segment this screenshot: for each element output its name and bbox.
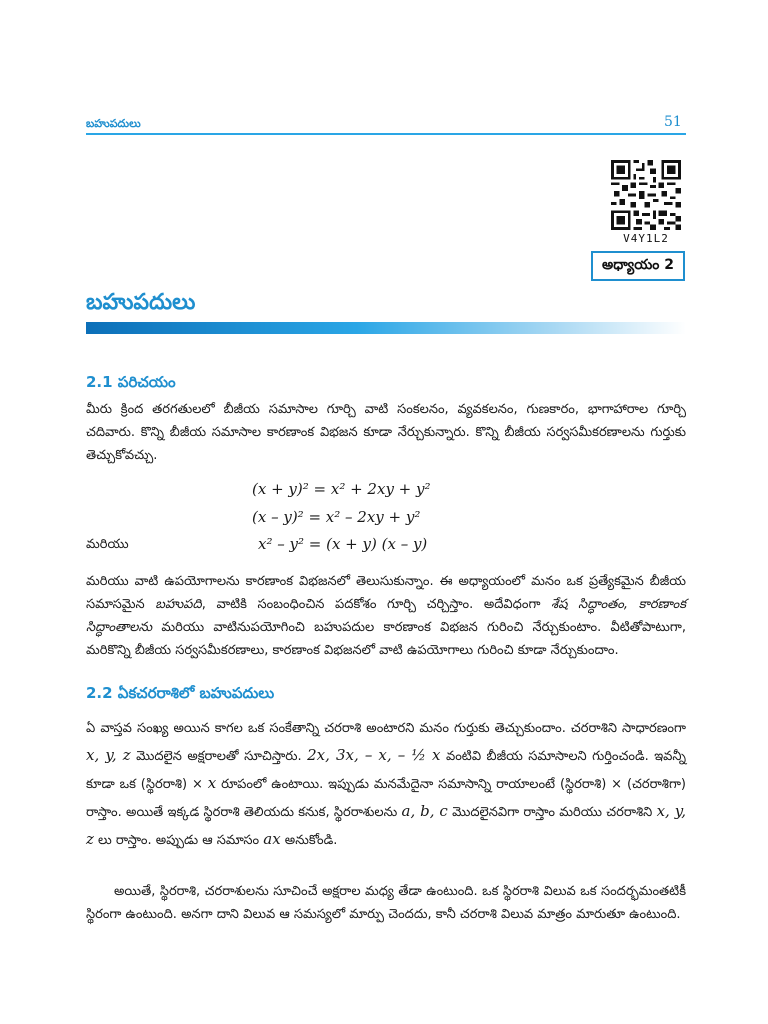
- variables-x: x: [207, 774, 217, 792]
- constants-letters: a, b, c: [401, 802, 448, 820]
- overview-term-polynomial: బహుపది: [155, 597, 202, 612]
- overview-paragraph: [86, 570, 686, 662]
- variables-text-5: మొదలైనవిగా రాస్తాం మరియు చరరాశిని: [447, 805, 657, 820]
- variables-letters: x, y, z: [86, 746, 131, 764]
- header-rule: [86, 133, 686, 135]
- variables-letters-2: x, y, z: [86, 802, 686, 848]
- section-heading-polynomials-one-variable: 2.2 ఏకచరరాశిలో బహుపదులు: [86, 684, 275, 702]
- chapter-label: అధ్యాయం 2: [602, 256, 674, 273]
- identity-square-of-difference: (x – y)² = x² – 2xy + y²: [252, 508, 421, 526]
- constants-vs-variables-paragraph: అయితే, స్థిరరాశి, చరరాశులను సూచించే అక్షరాల మధ్య తేడా ఉంటుంది. ఒక స్థిరరాశి విలువ ఒక సందర్భమంతటికీ స్థిరంగా ఉంటుంది. అనగా దాని విలువ ఆ సమస్యలో మార్పు చెందదు, కానీ చరరాశి విలువ మాత్రం మారుతూ ఉంటుంది.: [86, 884, 686, 922]
- qr-code-icon[interactable]: [611, 160, 681, 230]
- variables-paragraph: [86, 716, 686, 854]
- intro-paragraph: మీరు క్రింద తరగతులలో బీజీయ సమాసాల గూర్చి వాటి సంకలనం, వ్యవకలనం, గుణకారం, భాగాహారాల గూర్చి చదివారు. కొన్ని బీజీయ సమాసాల కారణాంక విభజన కూడా నేర్చుకున్నారు. కొన్ని బీజీయ సర్వసమీకరణాలను గుర్తుకు తెచ్చుకోవచ్చు.: [86, 402, 686, 463]
- overview-text-2: , వాటికి సంబంధించిన పదకోశం గూర్చి చర్చిస్తాం. అదేవిధంగా: [201, 597, 552, 612]
- expression-ax: ax: [263, 830, 281, 848]
- variables-text-6: లు రాస్తాం. అప్పుడు ఆ సమాసం: [93, 833, 264, 848]
- page-number: 51: [664, 114, 682, 130]
- chapter-title: బహుపదులు: [86, 290, 196, 315]
- variables-text-4: రూపంలో ఉంటాయి. ఇప్పుడు మనమేదైనా సమాసాన్ని రాయాలంటే (స్థిరరాశి) × (చరరాశిగా) రాస్తాం. అయితే ఇక్కడ స్థిరరాశి తెలియదు కనుక, స్థిరరాశులను: [86, 777, 686, 820]
- variables-text-2: మొదలైన అక్షరాలతో సూచిస్తారు.: [130, 749, 308, 764]
- chapter-label-box: [591, 251, 685, 281]
- variables-text-7: అనుకోండి.: [280, 833, 338, 848]
- chapter-title-gradient-bar: [86, 322, 686, 334]
- identity-square-of-sum: (x + y)² = x² + 2xy + y²: [252, 480, 431, 498]
- section-heading-introduction: 2.1 పరిచయం: [86, 373, 176, 391]
- running-header-title: బహుపదులు: [86, 117, 141, 130]
- identity-difference-of-squares: x² – y² = (x + y) (x – y): [258, 535, 428, 553]
- and-label: మరియు: [86, 537, 129, 552]
- variables-expressions: 2x, 3x, – x, – ½ x: [307, 746, 441, 764]
- overview-text-3: మరియు వాటినుపయోగించి బహుపదుల కారణాంక విభజన గురించి నేర్చుకుంటాం. వీటితోపాటుగా, మరికొన్ని బీజీయ సర్వసమీకరణాలు, కారణాంక విభజనలో వాటి ఉపయోగాలు గురించి కూడా నేర్చుకుందాం.: [86, 620, 686, 658]
- overview-text-1: మరియు వాటి ఉపయోగాలను కారణాంక విభజనలో తెలుసుకున్నాం. ఈ అధ్యాయంలో మనం ఒక ప్రత్యేకమైన బీజీయ సమాసమైన: [86, 574, 686, 612]
- overview-term-theorems: శేష సిద్ధాంతం, కారణాంక సిద్ధాంతాలను: [86, 597, 686, 635]
- variables-text-1: ఏ వాస్తవ సంఖ్య అయిన కాగల ఒక సంకేతాన్ని చరరాశి అంటారని మనం గుర్తుకు తెచ్చుకుందాం. చరరాశిని సాధారణంగా: [86, 721, 686, 736]
- variables-text-3: వంటివి బీజీయ సమాసాలని గుర్తించండి. ఇవన్నీ కూడా ఒక (స్థిరరాశి) ×: [86, 749, 686, 792]
- qr-code-label: V4Y1L2: [623, 232, 669, 245]
